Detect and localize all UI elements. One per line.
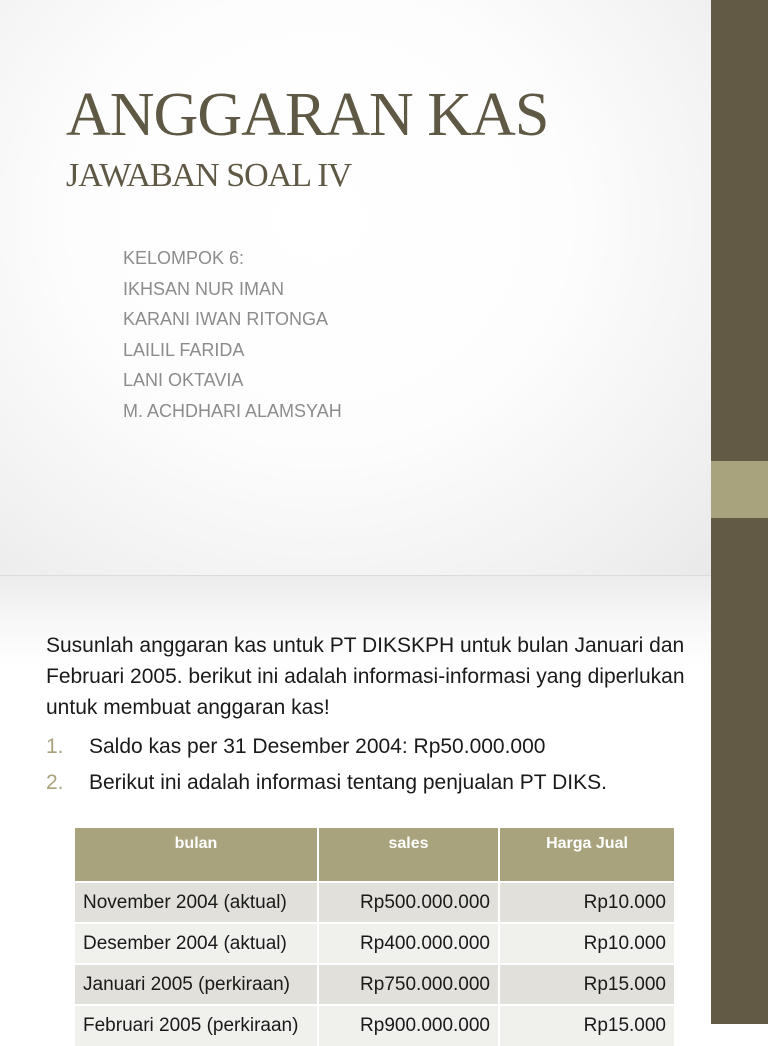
header-sales: sales: [318, 828, 499, 882]
member-name: IKHSAN NUR IMAN: [123, 278, 285, 299]
info-item: [46, 729, 607, 765]
cell-month: Januari 2005 (perkiraan): [75, 964, 318, 1005]
table-row: [75, 923, 674, 964]
side-accent-block: [711, 461, 768, 518]
member-name: LAILIL FARIDA: [123, 339, 245, 360]
cell-sales: Rp500.000.000: [318, 882, 499, 923]
table-row: [75, 964, 674, 1005]
member-name: KARANI IWAN RITONGA: [123, 309, 329, 330]
table-row: [75, 1005, 674, 1046]
cell-sales: Rp900.000.000: [318, 1005, 499, 1046]
table-header-row: [75, 828, 674, 882]
cell-price: Rp10.000: [499, 923, 674, 964]
item-text: Berikut ini adalah informasi tentang penjualan PT DIKS.: [89, 771, 607, 794]
cell-price: Rp15.000: [499, 964, 674, 1005]
sales-table: [75, 828, 674, 1046]
cell-price: Rp10.000: [499, 882, 674, 923]
cell-month: Desember 2004 (aktual): [75, 923, 318, 964]
info-list: [46, 729, 607, 801]
table-row: [75, 882, 674, 923]
info-item: [46, 765, 607, 801]
header-bulan: bulan: [75, 828, 318, 882]
group-label: KELOMPOK 6:: [123, 248, 245, 268]
group-members-list: [123, 243, 342, 427]
intro-paragraph: Susunlah anggaran kas untuk PT DIKSKPH untuk bulan Januari dan Februari 2005. berikut ini adalah informasi-informasi yang diperlukan untuk membuat anggaran kas!: [46, 634, 685, 719]
cell-sales: Rp400.000.000: [318, 923, 499, 964]
item-number: 1.: [46, 735, 64, 758]
cell-sales: Rp750.000.000: [318, 964, 499, 1005]
item-number: 2.: [46, 771, 64, 794]
cell-month: November 2004 (aktual): [75, 882, 318, 923]
cell-month: Februari 2005 (perkiraan): [75, 1005, 318, 1046]
header-harga-jual: Harga Jual: [499, 828, 674, 882]
cell-price: Rp15.000: [499, 1005, 674, 1046]
slide-subtitle: JAWABAN SOAL IV: [66, 157, 352, 194]
slide-title: ANGGARAN KAS: [66, 81, 549, 149]
member-name: LANI OKTAVIA: [123, 370, 244, 391]
item-text: Saldo kas per 31 Desember 2004: Rp50.000.000: [89, 735, 546, 758]
member-name: M. ACHDHARI ALAMSYAH: [123, 400, 342, 421]
